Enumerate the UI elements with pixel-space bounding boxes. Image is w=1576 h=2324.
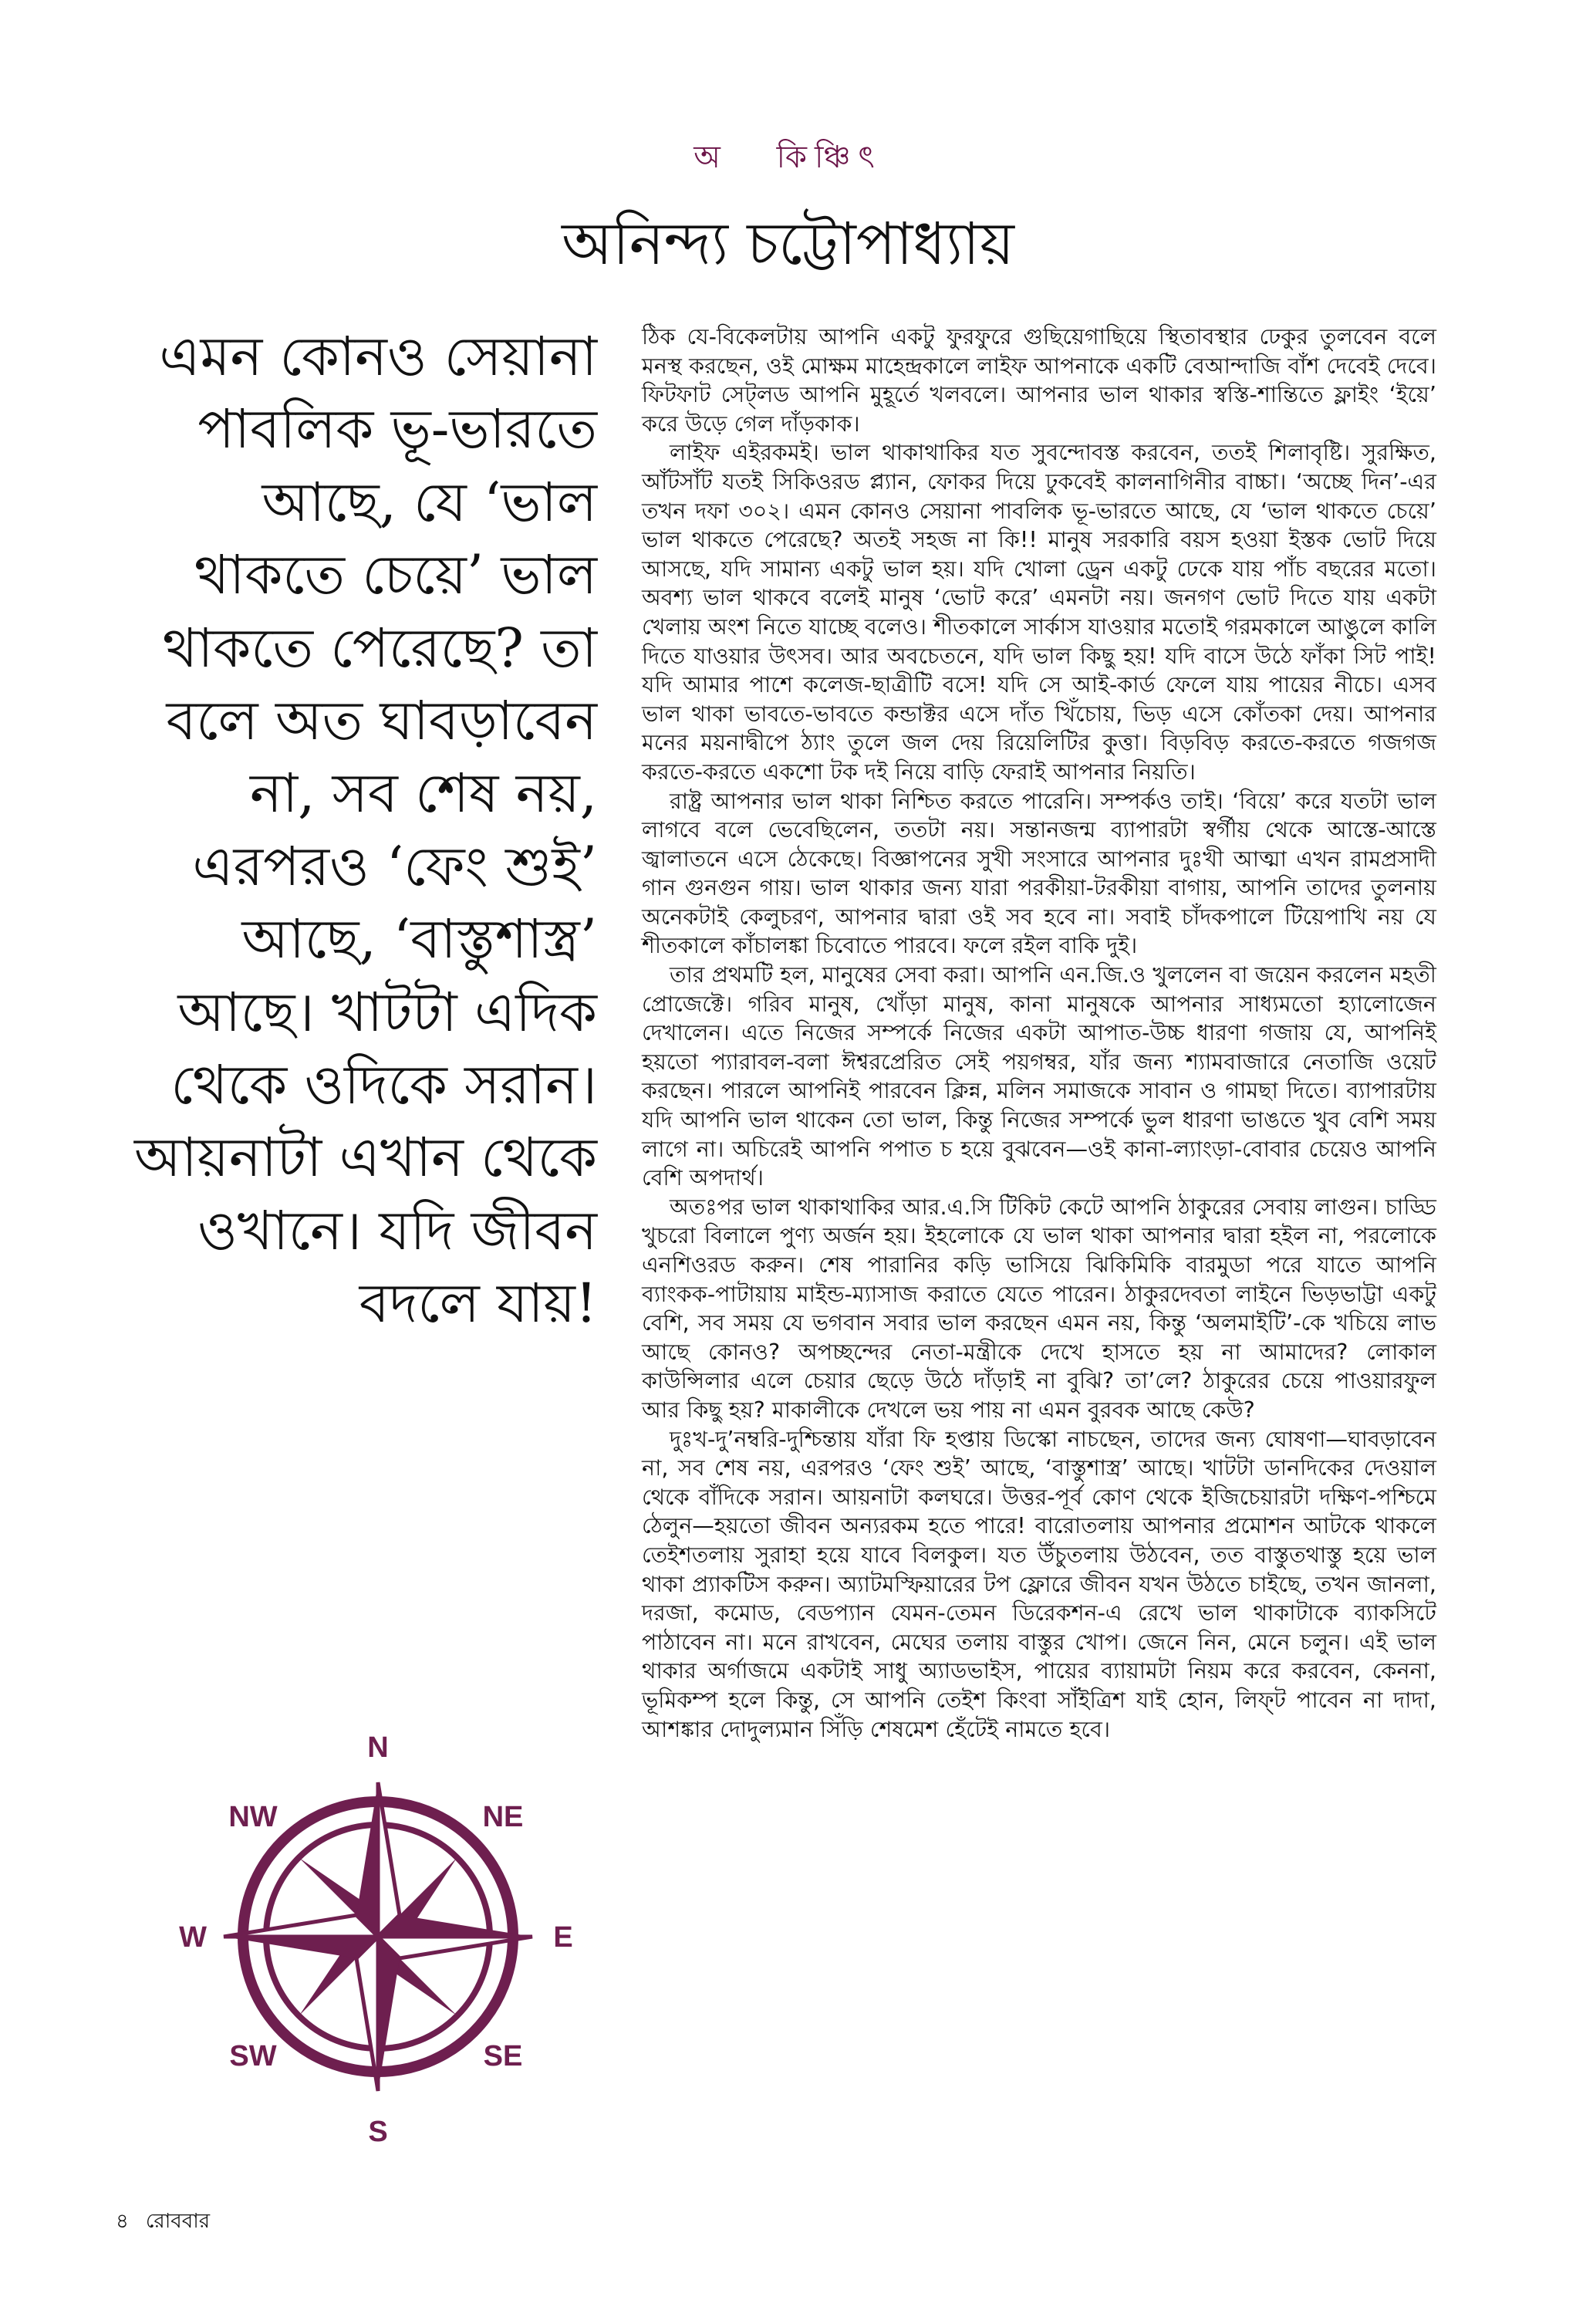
article-paragraph: অতঃপর ভাল থাকাথাকির আর.এ.সি টিকিট কেটে আপনি ঠাকুরের সেবায় লাগুন। চাড্ডি খুচরো বিলালে পুণ্য অর্জন হয়। ইহলোকে যে ভাল থাকা আপনার দ্বারা হইল না, পরলোকে এনশিওরড করুন। শেষ পারানির কড়ি ভাসিয়ে ঝিকিমিকি বারমুডা পরে যাতে আপনি ব্যাংকক-পাটায়ায় মাইন্ড-ম্যাসাজ করাতে যেতে পারেন। ঠাকুরদেবতা লাইনে ভিড়ভাট্টা একটু বেশি, সব সময় যে ভগবান সবার ভাল করছেন এমন নয়, কিন্তু ‘অলমাইটি’-কে খচিয়ে লাভ আছে কোনও? অপচ্ছন্দের নেতা-মন্ত্রীকে দেখে হাসতে হয় না আমাদের? লোকাল কাউন্সিলার এলে চেয়ার ছেড়ে উঠে দাঁড়াই না বুঝি? তা’লে? ঠাকুরের চেয়ে পাওয়ারফুল আর কিছু হয়? মাকালীকে দেখলে ভয় পায় না এমন বুরবক আছে কেউ? bbox=[642, 1193, 1436, 1423]
article-paragraph: রাষ্ট্র আপনার ভাল থাকা নিশ্চিত করতে পারেনি। সম্পর্কও তাই। ‘বিয়ে’ করে যতটা ভাল লাগবে বলে ভেবেছিলেন, ততটা নয়। সন্তানজন্ম ব্যাপারটা স্বর্গীয় থেকে আস্তে-আস্তে জ্বালাতনে এসে ঠেকেছে। বিজ্ঞাপনের সুখী সংসারে আপনার দুঃখী আত্মা এখন রামপ্রসাদী গান গুনগুন গায়। ভাল থাকার জন্য যারা পরকীয়া-টরকীয়া বাগায়, আপনি তাদের তুলনায় অনেকটাই কেলুচরণ, আপনার দ্বারা ওই সব হবে না। সবাই চাঁদকপালে টিয়েপাখি নয় যে শীতকালে কাঁচালঙ্কা চিবোতে পারবে। ফলে রইল বাকি দুই। bbox=[642, 787, 1436, 959]
compass-rose-illustration bbox=[162, 1709, 594, 2172]
compass-label-se: SE bbox=[483, 2040, 523, 2072]
page-footer bbox=[116, 2205, 210, 2239]
compass-label-ne: NE bbox=[482, 1801, 524, 1833]
article-paragraph: লাইফ এইরকমই। ভাল থাকাথাকির যত সুবন্দোবস্ত করবেন, ততই শিলাবৃষ্টি। সুরক্ষিত, আঁটসাঁট যতই সিকিওরড প্ল্যান, ফোকর দিয়ে ঢুকবেই কালনাগিনীর বাচ্চা। ‘অচ্ছে দিন’-এর তখন দফা ৩০২। এমন কোনও সেয়ানা পাবলিক ভূ-ভারতে আছে, যে ‘ভাল থাকতে চেয়ে’ ভাল থাকতে পেরেছে? অতই সহজ না কি!! মানুষ সরকারি বয়স হওয়া ইস্তক ভোট দিয়ে আসছে, যদি সামান্য একটু ভাল হয়। যদি খোলা ড্রেন একটু ঢেকে যায় পাঁচ বছরের মতো। অবশ্য ভাল থাকবে বলেই মানুষ ‘ভোট করে’ এমনটা নয়। জনগণ ভোট দিতে যায় একটা খেলায় অংশ নিতে যাচ্ছে বলেও। শীতকালে সার্কাস যাওয়ার মতোই গরমকালে আঙুলে কালি দিতে যাওয়ার উৎসব। আর অবচেতনে, যদি ভাল কিছু হয়! যদি বাসে উঠে ফাঁকা সিট পাই! যদি আমার পাশে কলেজ-ছাত্রীটি বসে! যদি সে আই-কার্ড ফেলে যায় পায়ের নীচে। এসব ভাল থাকা ভাবতে-ভাবতে কন্ডাক্টর এসে দাঁত খিঁচোয়, ভিড় এসে কোঁতকা দেয়। আপনার মনের ময়নাদ্বীপে ঠ্যাং তুলে জল দেয় রিয়েলিটির কুত্তা। বিড়বিড় করতে-করতে গজগজ করতে-করতে একশো টক দই নিয়ে বাড়ি ফেরাই আপনার নিয়তি। bbox=[642, 439, 1436, 785]
column-kicker: অ কিঞ্চিৎ bbox=[694, 140, 882, 175]
compass-label-n: N bbox=[367, 1731, 389, 1764]
article-paragraph: ঠিক যে-বিকেলটায় আপনি একটু ফুরফুরে গুছিয়েগাছিয়ে স্থিতাবস্থার ঢেকুর তুলবেন বলে মনস্থ করছেন, ওই মোক্ষম মাহেন্দ্রকালে লাইফ আপনাকে একটি বেআন্দাজি বাঁশ দেবেই দেবে। ফিটফাট সেট্‌লড আপনি মুহূর্তে খলবলে। আপনার ভাল থাকার স্বস্তি-শান্তিতে ফ্লাইং ‘ইয়ে’ করে উড়ে গেল দাঁড়কাক। bbox=[642, 323, 1436, 437]
compass-label-sw: SW bbox=[229, 2040, 277, 2072]
article-paragraph: তার প্রথমটি হল, মানুষের সেবা করা। আপনি এন.জি.ও খুললেন বা জয়েন করলেন মহতী প্রোজেক্টে। গরিব মানুষ, খোঁড়া মানুষ, কানা মানুষকে আপনার সাধ্যমতো হ্যালোজেন দেখালেন। এতে নিজের সম্পর্কে নিজের একটা আপাত-উচ্চ ধারণা গজায় যে, আপনিই হয়তো প্যারাবল-বলা ঈশ্বরপ্রেরিত সেই পয়গম্বর, যাঁর জন্য শ্যামবাজারে নেতাজি ওয়েট করছেন। পারলে আপনিই পারবেন ক্লিন্ন, মলিন সমাজকে সাবান ও গামছা দিতে। ব্যাপারটায় যদি আপনি ভাল থাকেন তো ভাল, কিন্তু নিজের সম্পর্কে ভুল ধারণা ভাঙতে খুব বেশি সময় লাগে না। অচিরেই আপনি পপাত চ হয়ে বুঝবেন—ওই কানা-ল্যাংড়া-বোবার চেয়েও আপনি বেশি অপদার্থ। bbox=[642, 961, 1436, 1191]
article-paragraph: দুঃখ-দু’নম্বরি-দুশ্চিন্তায় যাঁরা ফি হপ্তায় ডিস্কো নাচছেন, তাদের জন্য ঘোষণা—ঘাবড়াবেন না, সব শেষ নয়, এরপরও ‘ফেং শুই’ আছে, ‘বাস্তুশাস্ত্র’ আছে। খাটটা ডানদিকের দেওয়াল থেকে বাঁদিকে সরান। আয়নাটা কলঘরে। উত্তর-পূর্ব কোণ থেকে ইজিচেয়ারটা দক্ষিণ-পশ্চিমে ঠেলুন—হয়তো জীবন অন্যরকম হতে পারে! বারোতলায় আপনার প্রমোশন আটকে থাকলে তেইশতলায় সুরাহা হয়ে যাবে বিলকুল। যত উঁচুতলায় উঠবেন, তত বাস্তুতথাস্তু হয়ে ভাল থাকা প্র্যাকটিস করুন। অ্যাটমস্ফিয়ারের টপ ফ্লোরে জীবন যখন উঠতে চাইছে, তখন জানলা, দরজা, কমোড, বেডপ্যান যেমন-তেমন ডিরেকশন-এ রেখে ভাল থাকাটাকে ব্যাকসিটে পাঠাবেন না। মনে রাখবেন, মেঘের তলায় বাস্তুর খোপ। জেনে নিন, মেনে চলুন। এই ভাল থাকার অর্গাজমে একটাই সাধু অ্যাডভাইস, পায়ের ব্যায়ামটা নিয়ম করে করবেন, কেননা, ভূমিকম্প হলে কিন্তু, সে আপনি তেইশ কিংবা সাঁইত্রিশ যাই হোন, লিফ্‌ট পাবেন না দাদা, আশঙ্কার দোদুল্যমান সিঁড়ি শেষমেশ হেঁটেই নামতে হবে। bbox=[642, 1425, 1436, 1742]
author-name: অনিন্দ্য চট্টোপাধ্যায় bbox=[562, 209, 1014, 278]
page-number: ৪ bbox=[116, 2210, 129, 2233]
compass-label-w: W bbox=[179, 1921, 207, 1954]
article-body bbox=[642, 323, 1436, 1744]
publication-name: রোববার bbox=[145, 2210, 211, 2233]
pull-quote: এমন কোনও সেয়ানা পাবলিক ভূ-ভারতে আছে, যে ‘ভাল থাকতে চেয়ে’ ভাল থাকতে পেরেছে? তা বলে অত ঘাবড়াবেন না, সব শেষ নয়, এরপরও ‘ফেং শুই’ আছে, ‘বাস্তুশাস্ত্র’ আছে। খাটটা এদিক থেকে ওদিকে সরান। আয়নাটা এখান থেকে ওখানে। যদি জীবন বদলে যায়! bbox=[133, 325, 597, 1336]
compass-label-e: E bbox=[553, 1921, 573, 1954]
compass-label-s: S bbox=[368, 2116, 388, 2148]
compass-label-nw: NW bbox=[228, 1801, 278, 1833]
